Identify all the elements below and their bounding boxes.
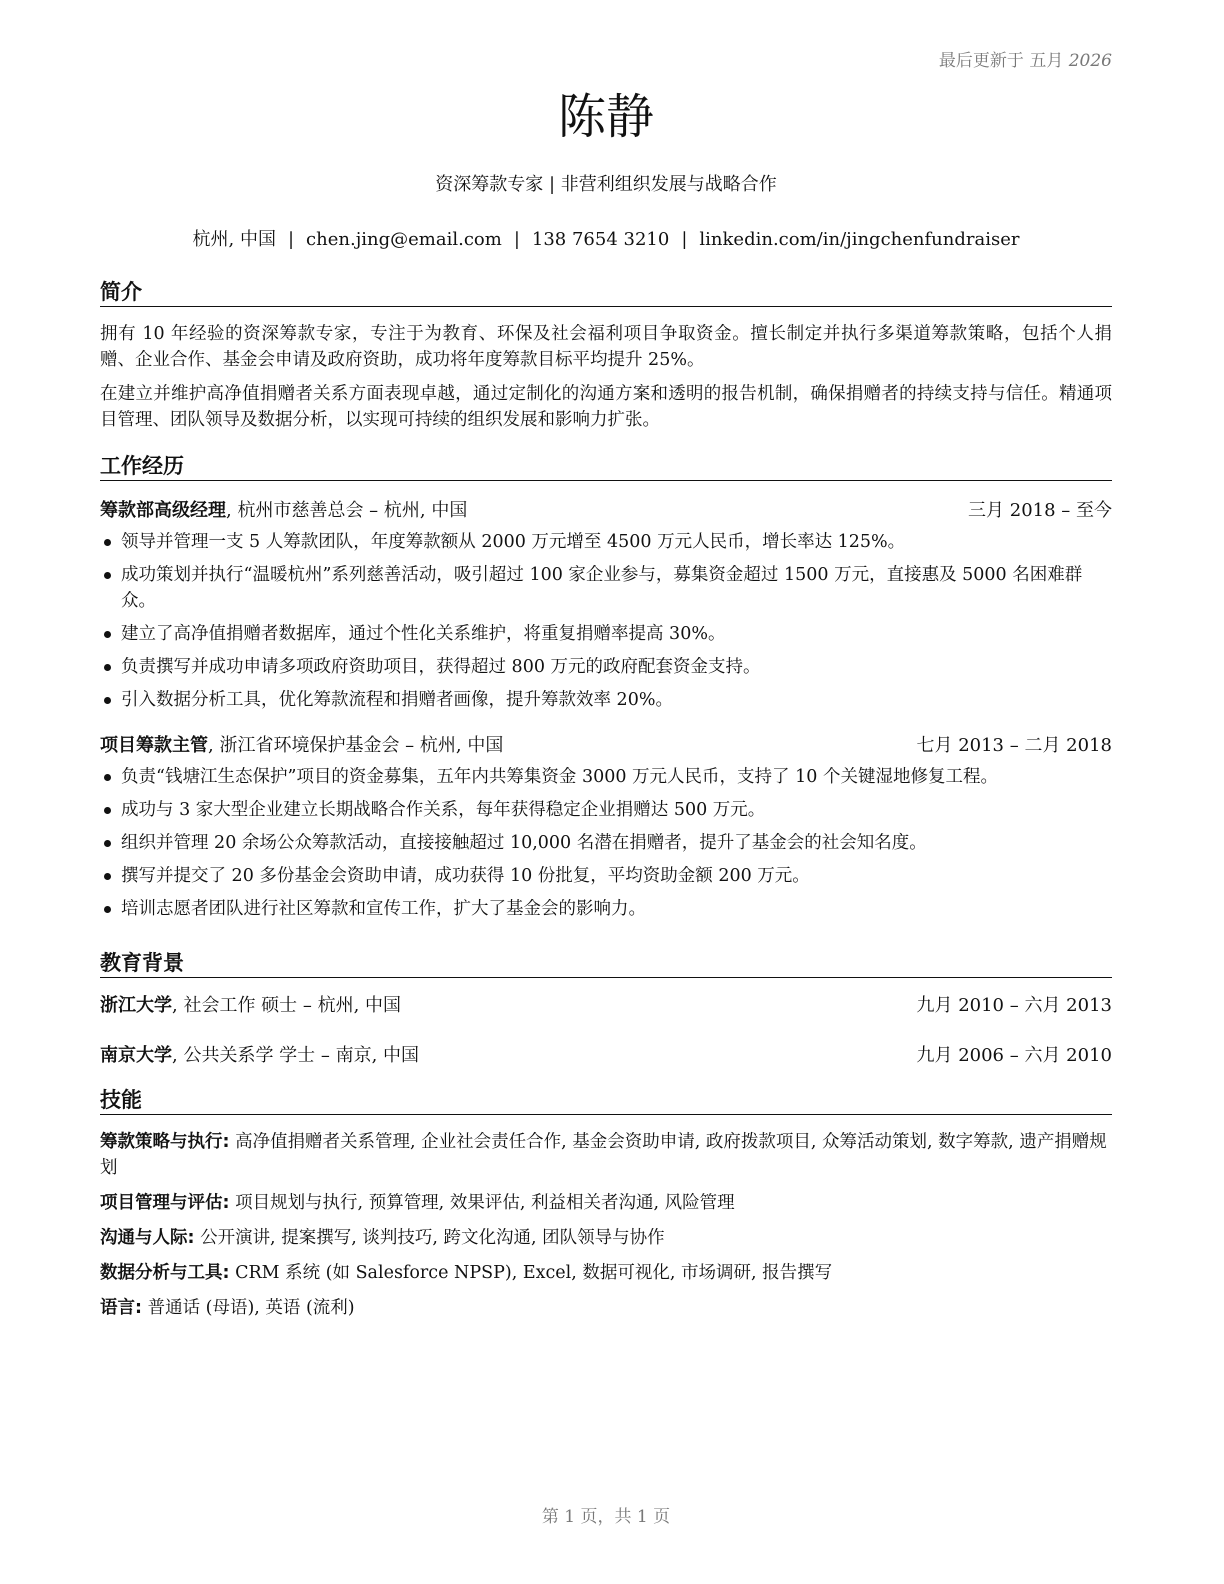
skill-text: 普通话 (母语), 英语 (流利) bbox=[142, 1298, 355, 1318]
skill-text: 高净值捐赠者关系管理, 企业社会责任合作, 基金会资助申请, 政府拨款项目, 众筹活动策划, 数字筹款, 遗产捐赠规划 bbox=[100, 1132, 1107, 1178]
contact-location: 杭州, 中国 bbox=[192, 229, 276, 250]
skill-text: CRM 系统 (如 Salesforce NPSP), Excel, 数据可视化, 市场调研, 报告撰写 bbox=[229, 1263, 833, 1283]
skill-text: 项目规划与执行, 预算管理, 效果评估, 利益相关者沟通, 风险管理 bbox=[229, 1193, 735, 1213]
job-date: 七月 2013 – 二月 2018 bbox=[916, 735, 1112, 756]
headline: 资深筹款专家 | 非营利组织发展与战略合作 bbox=[435, 174, 777, 195]
section-title-summary: 简介 bbox=[100, 278, 1112, 307]
contact-phone: 138 7654 3210 bbox=[531, 229, 670, 250]
school-name: 浙江大学 bbox=[100, 995, 172, 1016]
job-bullet: 培训志愿者团队进行社区筹款和宣传工作，扩大了基金会的影响力。 bbox=[100, 896, 1112, 922]
updated-month: 最后更新于 五月 bbox=[938, 51, 1064, 71]
contact-separator: | bbox=[287, 229, 295, 250]
last-updated bbox=[939, 46, 1112, 71]
skill-label: 语言: bbox=[100, 1298, 142, 1318]
job-date: 三月 2018 – 至今 bbox=[968, 500, 1112, 521]
person-name: 陈静 bbox=[557, 89, 654, 145]
job-header bbox=[100, 733, 1112, 759]
skill-row bbox=[100, 1295, 1112, 1321]
updated-year: 2026 bbox=[1068, 51, 1112, 71]
skill-label: 项目管理与评估: bbox=[100, 1193, 230, 1213]
job-bullet: 组织并管理 20 余场公众筹款活动，直接接触超过 10,000 名潜在捐赠者，提升了基金会的社会知名度。 bbox=[100, 830, 1112, 856]
section-title-education: 教育背景 bbox=[100, 949, 1112, 978]
section-title-skills: 技能 bbox=[100, 1086, 1112, 1115]
education-entry bbox=[100, 993, 1112, 1019]
school-name: 南京大学 bbox=[100, 1045, 172, 1066]
contact-separator: | bbox=[681, 229, 688, 250]
job-org: , 浙江省环境保护基金会 – 杭州, 中国 bbox=[208, 735, 504, 756]
job-bullet: 负责“钱塘江生态保护”项目的资金募集，五年内共筹集资金 3000 万元人民币，支持了 10 个关键湿地修复工程。 bbox=[100, 764, 1112, 790]
skills-section bbox=[100, 1086, 1112, 1321]
job-bullet: 领导并管理一支 5 人筹款团队，年度筹款额从 2000 万元增至 4500 万元人民币，增长率达 125%。 bbox=[100, 529, 1112, 555]
job-bullets bbox=[100, 529, 1112, 713]
job-bullet: 建立了高净值捐赠者数据库，通过个性化关系维护，将重复捐赠率提高 30%。 bbox=[100, 621, 1112, 647]
summary-section bbox=[100, 278, 1112, 433]
job-header bbox=[100, 498, 1112, 524]
skill-label: 沟通与人际: bbox=[100, 1228, 195, 1248]
summary-paragraph: 在建立并维护高净值捐赠者关系方面表现卓越，通过定制化的沟通方案和透明的报告机制，确保捐赠者的持续支持与信任。精通项目管理、团队领导及数据分析，以实现可持续的组织发展和影响力扩张。 bbox=[100, 384, 1112, 430]
contact-line bbox=[100, 225, 1112, 251]
job-bullet: 负责撰写并成功申请多项政府资助项目，获得超过 800 万元的政府配套资金支持。 bbox=[100, 654, 1112, 680]
section-title-experience: 工作经历 bbox=[100, 452, 1112, 481]
summary-paragraph: 拥有 10 年经验的资深筹款专家，专注于为教育、环保及社会福利项目争取资金。擅长制定并执行多渠道筹款策略，包括个人捐赠、企业合作、基金会申请及政府资助，成功将年度筹款目标平均提升 25%。 bbox=[100, 324, 1112, 370]
education-entry bbox=[100, 1043, 1112, 1069]
job-bullets bbox=[100, 764, 1112, 922]
degree-detail: , 社会工作 硕士 – 杭州, 中国 bbox=[172, 995, 402, 1016]
job-bullet: 撰写并提交了 20 多份基金会资助申请，成功获得 10 份批复，平均资助金额 200 万元。 bbox=[100, 863, 1112, 889]
skill-row bbox=[100, 1190, 1112, 1216]
job-bullet: 引入数据分析工具，优化筹款流程和捐赠者画像，提升筹款效率 20%。 bbox=[100, 687, 1112, 713]
skill-label: 数据分析与工具: bbox=[100, 1263, 230, 1283]
skill-row bbox=[100, 1260, 1112, 1286]
education-section bbox=[100, 949, 1112, 1069]
job-role: 筹款部高级经理 bbox=[100, 500, 226, 521]
skill-row bbox=[100, 1225, 1112, 1251]
experience-section bbox=[100, 452, 1112, 922]
job-role: 项目筹款主管 bbox=[100, 735, 208, 756]
skill-row bbox=[100, 1129, 1112, 1181]
education-date: 九月 2006 – 六月 2010 bbox=[916, 1045, 1112, 1066]
job-bullet: 成功与 3 家大型企业建立长期战略合作关系，每年获得稳定企业捐赠达 500 万元。 bbox=[100, 797, 1112, 823]
job-entry bbox=[100, 498, 1112, 713]
degree-detail: , 公共关系学 学士 – 南京, 中国 bbox=[172, 1045, 420, 1066]
education-date: 九月 2010 – 六月 2013 bbox=[916, 995, 1112, 1016]
resume-page bbox=[100, 0, 1112, 1584]
contact-separator: | bbox=[513, 229, 520, 250]
job-bullet: 成功策划并执行“温暖杭州”系列慈善活动，吸引超过 100 家企业参与，募集资金超过 1500 万元，直接惠及 5000 名困难群众。 bbox=[100, 562, 1112, 614]
contact-email[interactable]: chen.jing@email.com bbox=[306, 229, 502, 250]
contact-linkedin[interactable]: linkedin.com/in/jingchenfundraiser bbox=[699, 229, 1020, 250]
job-entry bbox=[100, 733, 1112, 922]
skill-text: 公开演讲, 提案撰写, 谈判技巧, 跨文化沟通, 团队领导与协作 bbox=[194, 1228, 665, 1248]
skill-label: 筹款策略与执行: bbox=[100, 1132, 230, 1152]
job-org: , 杭州市慈善总会 – 杭州, 中国 bbox=[226, 500, 468, 521]
page-footer: 第 1 页，共 1 页 bbox=[541, 1507, 671, 1527]
